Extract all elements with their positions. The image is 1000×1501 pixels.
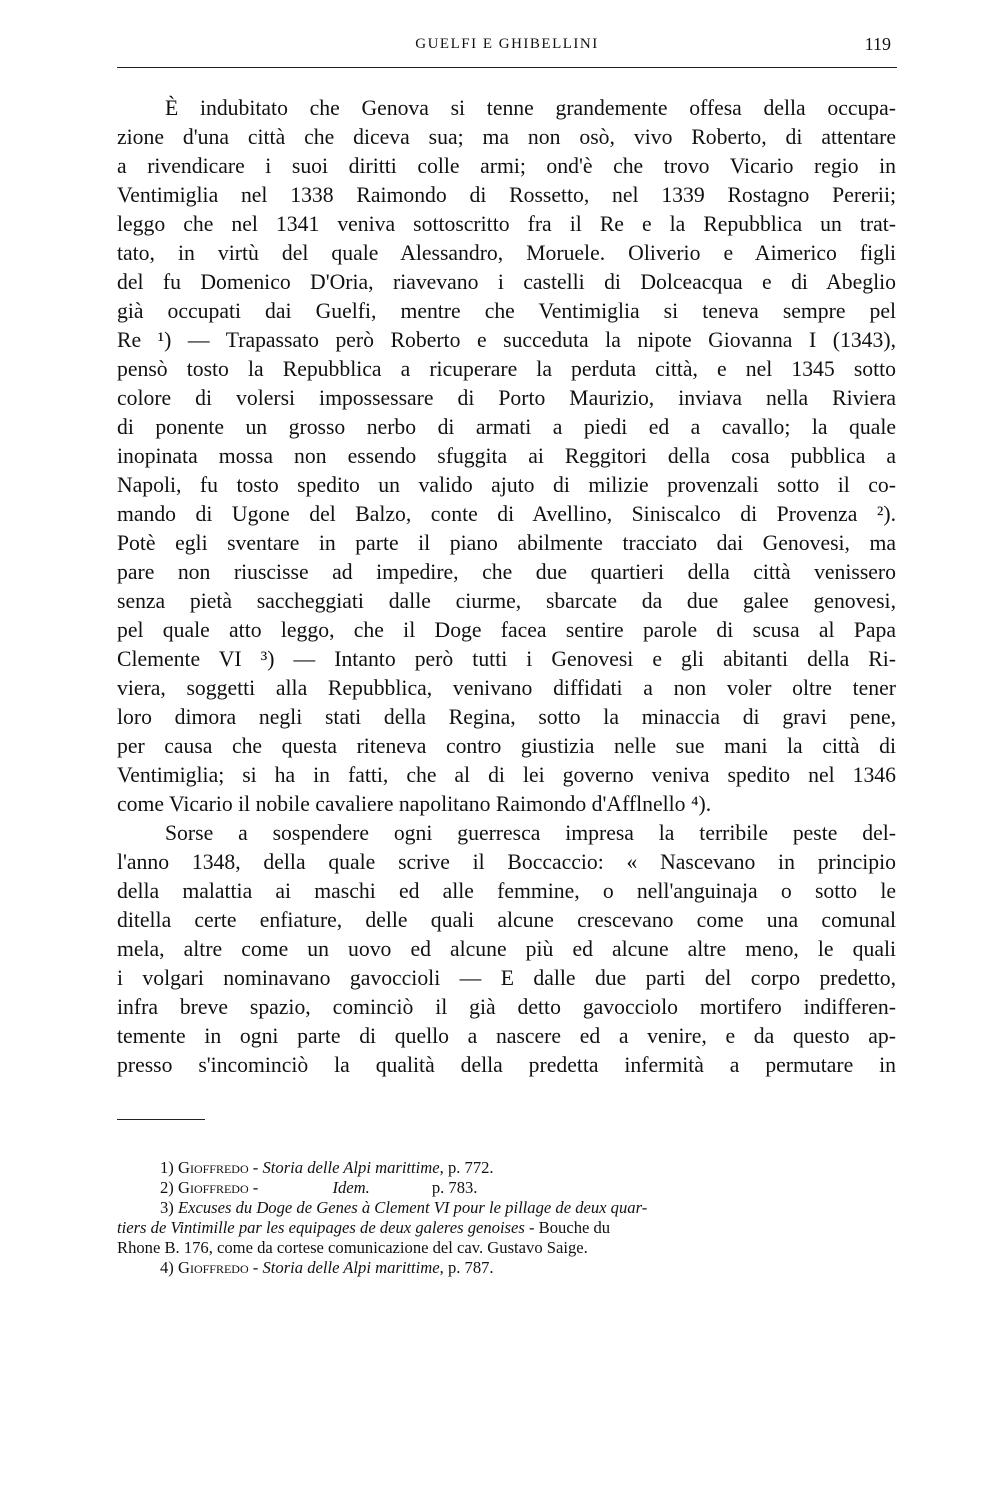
body-line: pensò tosto la Repubblica a ricuperare la perduta città, e nel 1345 sotto <box>117 357 896 381</box>
body-line: tato, in virtù del quale Alessandro, Moruele. Oliverio e Aimerico figli <box>117 241 896 265</box>
footnote-number: 2) <box>160 1178 174 1197</box>
page-number: 119 <box>864 34 891 54</box>
footnote-source: - Bouche du <box>524 1218 611 1237</box>
body-line: di ponente un grosso nerbo di armati a piedi ed a cavallo; la quale <box>117 415 896 439</box>
footnote-separator-dash: - <box>248 1178 263 1197</box>
body-line: Sorse a sospendere ogni guerresca impresa la terribile peste del- <box>165 821 896 845</box>
footnotes <box>117 1158 896 1278</box>
body-line: infra breve spazio, cominciò il già detto gavocciolo mortifero indifferen- <box>117 995 896 1019</box>
body-line: inopinata mossa non essendo sfuggita ai Reggitori della cosa pubblica a <box>117 444 896 468</box>
body-line: presso s'incominciò la qualità della predetta infermità a permutare in <box>117 1053 896 1077</box>
body-line: leggo che nel 1341 veniva sottoscritto fra il Re e la Repubblica un trat- <box>117 212 896 236</box>
body-line: Clemente VI ³) — Intanto però tutti i Genovesi e gli abitanti della Ri- <box>117 647 896 671</box>
footnote-4 <box>117 1258 896 1278</box>
body-line: Ventimiglia; si ha in fatti, che al di lei governo veniva spedito nel 1346 <box>117 763 896 787</box>
footnote-author: Gioffredo <box>177 1178 249 1197</box>
body-line: pare non riuscisse ad impedire, che due quartieri della città venissero <box>117 560 896 584</box>
body-line: mela, altre come un uovo ed alcune più ed alcune altre meno, le quali <box>117 937 896 961</box>
footnote-number: 4) <box>160 1258 174 1277</box>
body-text <box>117 94 896 1080</box>
footnote-author: Gioffredo <box>177 1158 249 1177</box>
running-title: GUELFI E GHIBELLINI <box>415 36 599 52</box>
body-line: colore di volersi impossessare di Porto Maurizio, inviava nella Riviera <box>117 386 896 410</box>
body-line: mando di Ugone del Balzo, conte di Avellino, Siniscalco di Provenza ²). <box>117 502 896 526</box>
footnote-number: 3) <box>160 1198 174 1217</box>
footnote-title: Idem. <box>332 1178 370 1197</box>
footnote-reference: , p. 772. <box>439 1158 494 1177</box>
body-line: temente in ogni parte di quello a nascere ed a venire, e da questo ap- <box>117 1024 896 1048</box>
footnote-3 <box>117 1198 896 1218</box>
body-line: già occupati dai Guelfi, mentre che Ventimiglia si teneva sempre pel <box>117 299 896 323</box>
body-line: Re ¹) — Trapassato però Roberto e succeduta la nipote Giovanna I (1343), <box>117 328 896 352</box>
body-line: viera, soggetti alla Repubblica, venivano diffidati a non voler oltre tener <box>117 676 896 700</box>
body-line: del fu Domenico D'Oria, riavevano i castelli di Dolceacqua e di Abeglio <box>117 270 896 294</box>
footnote-3-continued: Rhone B. 176, come da cortese comunicazione del cav. Gustavo Saige. <box>117 1238 588 1257</box>
body-line: ditella certe enfiature, delle quali alcune crescevano come una comunal <box>117 908 896 932</box>
body-line: pel quale atto leggo, che il Doge facea sentire parole di scusa al Papa <box>117 618 896 642</box>
footnote-title: Storia delle Alpi marittime <box>262 1158 440 1177</box>
header-rule <box>117 67 897 68</box>
body-line: Potè egli sventare in parte il piano abilmente tracciato dai Genovesi, ma <box>117 531 896 555</box>
footnote-title: Excuses du Doge de Genes à Clement VI pour le pillage de deux quar- <box>177 1198 648 1217</box>
body-line: loro dimora negli stati della Regina, sotto la minaccia di gravi pene, <box>117 705 896 729</box>
body-line: Ventimiglia nel 1338 Raimondo di Rossetto, nel 1339 Rostagno Pererii; <box>117 183 896 207</box>
footnote-author: Gioffredo <box>177 1258 249 1277</box>
footnote-title: Storia delle Alpi marittime <box>262 1258 440 1277</box>
footnote-2 <box>117 1178 896 1198</box>
body-line: È indubitato che Genova si tenne grandemente offesa della occupa- <box>165 96 896 120</box>
footnote-separator-dash: - <box>248 1158 263 1177</box>
body-line: a rivendicare i suoi diritti colle armi; ond'è che trovo Vicario regio in <box>117 154 896 178</box>
footnote-separator <box>117 1119 205 1120</box>
footnote-separator-dash: - <box>248 1258 263 1277</box>
body-line: per causa che questa riteneva contro giustizia nelle sue mani la città di <box>117 734 896 758</box>
body-line: zione d'una città che diceva sua; ma non osò, vivo Roberto, di attentare <box>117 125 896 149</box>
footnote-1 <box>117 1158 896 1178</box>
footnote-number: 1) <box>160 1158 174 1177</box>
body-line: Napoli, fu tosto spedito un valido ajuto di milizie provenzali sotto il co- <box>117 473 896 497</box>
footnote-reference: p. 783. <box>431 1178 478 1197</box>
page-header <box>117 34 897 62</box>
body-line: della malattia ai maschi ed alle femmine, o nell'anguinaja o sotto le <box>117 879 896 903</box>
body-line: come Vicario il nobile cavaliere napolitano Raimondo d'Afflnello ⁴). <box>117 792 712 816</box>
body-line: senza pietà saccheggiati dalle ciurme, sbarcate da due galee genovesi, <box>117 589 896 613</box>
body-line: i volgari nominavano gavoccioli — E dalle due parti del corpo predetto, <box>117 966 896 990</box>
body-line: l'anno 1348, della quale scrive il Boccaccio: « Nascevano in principio <box>117 850 896 874</box>
footnote-reference: , p. 787. <box>439 1258 494 1277</box>
footnote-3-continued <box>117 1218 896 1238</box>
footnote-title: tiers de Vintimille par les equipages de deux galeres genoises <box>117 1218 525 1237</box>
